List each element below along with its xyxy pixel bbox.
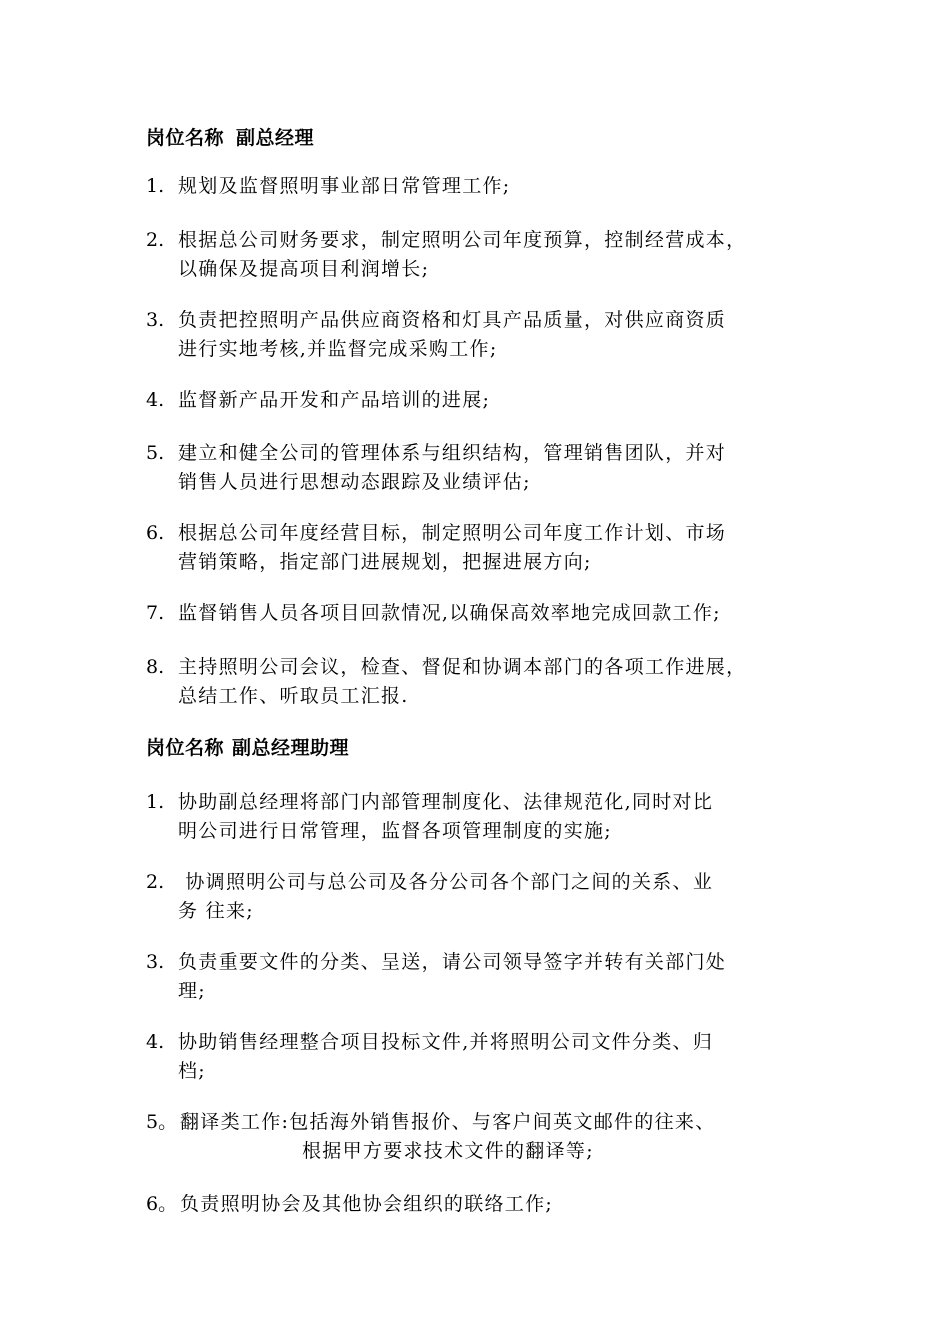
list-item bbox=[146, 386, 826, 415]
item-number: 7. bbox=[146, 602, 165, 624]
heading-label: 岗位名称 bbox=[146, 737, 225, 759]
list-item bbox=[146, 1190, 826, 1219]
list-item bbox=[146, 948, 826, 1006]
item-text-continued: 务 往来; bbox=[178, 900, 254, 922]
item-text-continued: 销售人员进行思想动态跟踪及业绩评估; bbox=[178, 471, 531, 493]
list-item bbox=[146, 519, 826, 577]
list-item bbox=[146, 226, 826, 284]
item-text: 主持照明公司会议，检查、督促和协调本部门的各项工作进展， bbox=[178, 656, 747, 678]
list-item bbox=[146, 868, 826, 926]
item-text-continued: 进行实地考核,并监督完成采购工作; bbox=[178, 338, 498, 360]
item-number: 1. bbox=[146, 175, 165, 197]
item-text: 协调照明公司与总公司及各分公司各个部门之间的关系、业 bbox=[178, 871, 714, 893]
item-text: 根据总公司年度经营目标，制定照明公司年度工作计划、市场 bbox=[178, 522, 727, 544]
item-number: 1. bbox=[146, 791, 165, 813]
item-number: 5。 bbox=[146, 1111, 178, 1133]
item-text: 监督销售人员各项目回款情况,以确保高效率地完成回款工作; bbox=[178, 602, 721, 624]
item-number: 2. bbox=[146, 229, 165, 251]
item-text: 负责重要文件的分类、呈送，请公司领导签字并转有关部门处 bbox=[178, 951, 727, 973]
item-number: 6. bbox=[146, 522, 165, 544]
item-text: 规划及监督照明事业部日常管理工作; bbox=[178, 175, 511, 197]
item-number: 6。 bbox=[146, 1193, 178, 1215]
item-number: 2. bbox=[146, 871, 165, 893]
item-text-continued: 总结工作、听取员工汇报. bbox=[178, 685, 409, 707]
item-text: 翻译类工作:包括海外销售报价、与客户间英文邮件的往来、 bbox=[180, 1111, 716, 1133]
item-text-continued: 理; bbox=[178, 980, 207, 1002]
heading-value: 副总经理 bbox=[236, 127, 315, 149]
item-text: 协助副总经理将部门内部管理制度化、法律规范化,同时对比 bbox=[178, 791, 714, 813]
list-item bbox=[146, 653, 826, 711]
item-number: 3. bbox=[146, 309, 165, 331]
section-heading-deputy-gm bbox=[146, 126, 314, 150]
item-text: 监督新产品开发和产品培训的进展; bbox=[178, 389, 491, 411]
list-item bbox=[146, 306, 826, 364]
list-item bbox=[146, 599, 826, 628]
list-item bbox=[146, 1028, 826, 1086]
item-number: 4. bbox=[146, 389, 165, 411]
item-text-continued: 明公司进行日常管理，监督各项管理制度的实施; bbox=[178, 820, 613, 842]
heading-value: 副总经理助理 bbox=[232, 737, 350, 759]
item-text: 建立和健全公司的管理体系与组织结构，管理销售团队，并对 bbox=[178, 442, 727, 464]
item-text-continued: 档; bbox=[178, 1060, 207, 1082]
section-heading-deputy-gm-assistant bbox=[146, 736, 349, 760]
heading-label: 岗位名称 bbox=[146, 127, 225, 149]
list-item bbox=[146, 788, 826, 846]
item-number: 3. bbox=[146, 951, 165, 973]
item-text: 负责把控照明产品供应商资格和灯具产品质量，对供应商资质 bbox=[178, 309, 727, 331]
item-text-continued: 以确保及提高项目利润增长; bbox=[178, 258, 430, 280]
item-number: 4. bbox=[146, 1031, 165, 1053]
item-text: 协助销售经理整合项目投标文件,并将照明公司文件分类、归 bbox=[178, 1031, 714, 1053]
item-text-continued: 根据甲方要求技术文件的翻译等; bbox=[302, 1140, 594, 1162]
item-number: 5. bbox=[146, 442, 165, 464]
list-item bbox=[146, 439, 826, 497]
item-text-continued: 营销策略，指定部门进展规划，把握进展方向; bbox=[178, 551, 592, 573]
item-text: 负责照明协会及其他协会组织的联络工作; bbox=[180, 1193, 554, 1215]
item-text: 根据总公司财务要求，制定照明公司年度预算，控制经营成本， bbox=[178, 229, 747, 251]
list-item bbox=[146, 1108, 826, 1166]
item-number: 8. bbox=[146, 656, 165, 678]
list-item bbox=[146, 172, 826, 201]
